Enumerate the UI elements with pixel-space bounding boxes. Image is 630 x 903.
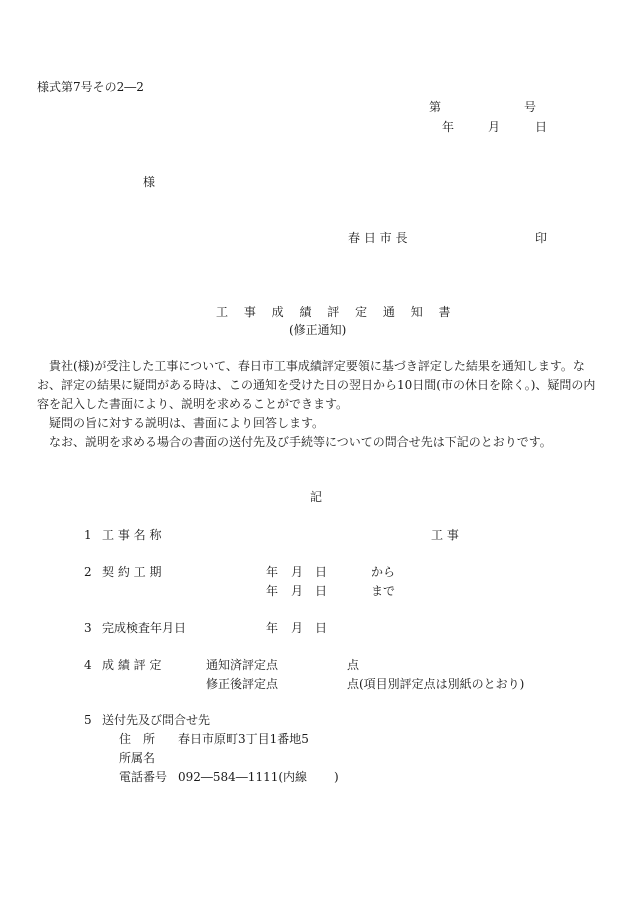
- addressee-suffix: 様: [143, 175, 156, 189]
- item-4-revised-label: 修正後評定点: [206, 677, 279, 691]
- item-5-number: 5: [84, 713, 92, 727]
- item-4-label: 成 績 評 定: [102, 658, 162, 672]
- phone-label: 電話番号: [119, 770, 168, 784]
- item-1-suffix: 工 事: [431, 528, 459, 542]
- item-2-start-year: 年: [266, 565, 279, 579]
- item-2-label: 契 約 工 期: [102, 565, 162, 579]
- body-paragraph-1: 貴社(様)が受注した工事について、春日市工事成績評定要領に基づき評定した結果を通知します。なお、評定の結果に疑問がある時は、この通知を受けた日の翌日から10日間(市の休日を除く。)、疑問の内容を記入した書面により、説明を求めることができます。: [37, 359, 596, 411]
- item-2-end-year: 年: [266, 584, 279, 598]
- phone-close-paren: ): [334, 770, 339, 784]
- item-4-number: 4: [84, 658, 92, 672]
- item-2-start-month: 月: [291, 565, 304, 579]
- item-3-month: 月: [291, 621, 304, 635]
- body-text: [37, 357, 597, 452]
- document-title: 工 事 成 績 評 定 通 知 書: [216, 305, 457, 319]
- item-1-number: 1: [84, 528, 92, 542]
- address-label: 住 所: [119, 732, 156, 746]
- item-1-label: 工 事 名 称: [102, 528, 162, 542]
- body-paragraph-3: なお、説明を求める場合の書面の送付先及び手続等についての問合せ先は下記のとおりです。: [49, 435, 552, 449]
- document-number-suffix: 号: [524, 100, 537, 114]
- department-label: 所属名: [119, 751, 156, 765]
- form-number: 様式第7号その2―2: [37, 80, 144, 94]
- body-paragraph-2: 疑問の旨に対する説明は、書面により回答します。: [49, 416, 325, 430]
- item-2-end-month: 月: [291, 584, 304, 598]
- document-number-prefix: 第: [429, 100, 442, 114]
- date-month: 月: [488, 120, 501, 134]
- item-3-year: 年: [266, 621, 279, 635]
- item-3-label: 完成検査年月日: [102, 621, 187, 635]
- item-2-end-day: 日: [315, 584, 328, 598]
- item-4-notified-point: 点: [347, 658, 360, 672]
- date-day: 日: [535, 120, 548, 134]
- item-2-number: 2: [84, 565, 92, 579]
- ki-heading: 記: [310, 490, 323, 504]
- item-3-number: 3: [84, 621, 92, 635]
- item-4-revised-point: 点(項目別評定点は別紙のとおり): [347, 677, 525, 691]
- item-2-to: まで: [371, 584, 396, 598]
- item-3-day: 日: [315, 621, 328, 635]
- date-year: 年: [442, 120, 455, 134]
- item-5-label: 送付先及び問合せ先: [102, 713, 211, 727]
- item-4-notified-label: 通知済評定点: [206, 658, 279, 672]
- sender-title: 春 日 市 長: [348, 231, 408, 245]
- seal-mark: 印: [535, 231, 548, 245]
- address-value: 春日市原町3丁目1番地5: [178, 732, 309, 746]
- item-2-from: から: [371, 565, 396, 579]
- item-2-start-day: 日: [315, 565, 328, 579]
- document-subtitle: (修正通知): [289, 323, 347, 337]
- phone-value: 092―584―1111(内線: [178, 770, 308, 784]
